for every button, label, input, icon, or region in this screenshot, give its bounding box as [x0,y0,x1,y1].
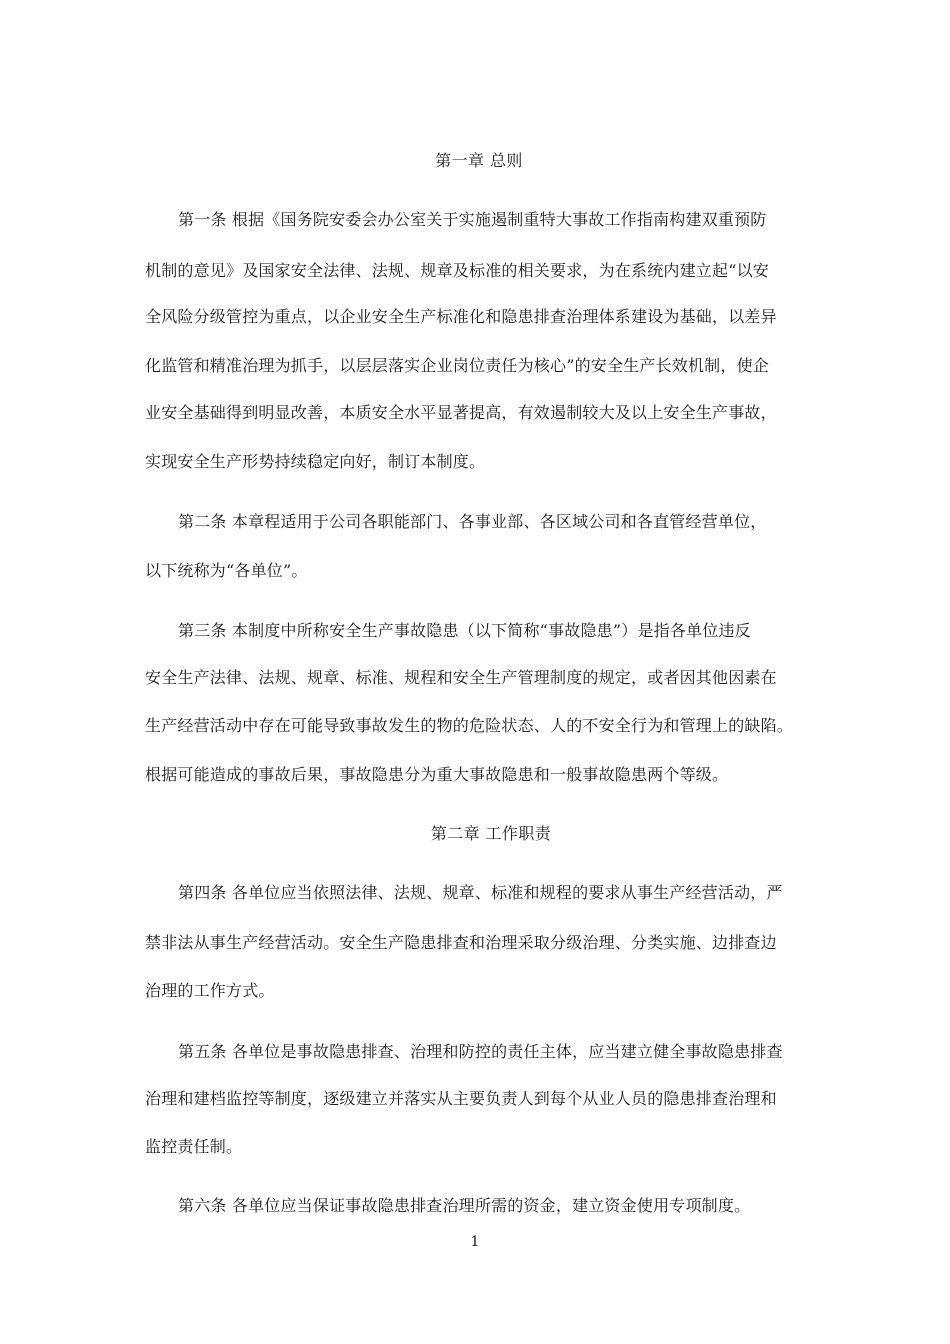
article-5-line-1: 第五条 各单位是事故隐患排查、治理和防控的责任主体，应当建立健全事故隐患排查 [178,1042,783,1061]
article-2-line-2: 以下统称为“各单位”。 [145,561,308,580]
article-1-line-5: 业安全基础得到明显改善，本质安全水平显著提高，有效遏制较大及以上安全生产事故， [145,403,777,422]
article-5-line-2: 治理和建档监控等制度，逐级建立并落实从主要负责人到每个从业人员的隐患排查治理和 [145,1089,777,1108]
article-1-line-3: 全风险分级管控为重点，以企业安全生产标准化和隐患排查治理体系建设为基础，以差异 [145,307,777,326]
article-1-line-1: 第一条 根据《国务院安委会办公室关于实施遏制重特大事故工作指南构建双重预防 [178,210,767,229]
article-3-line-4: 根据可能造成的事故后果，事故隐患分为重大事故隐患和一般事故隐患两个等级。 [145,765,729,784]
article-4-line-3: 治理的工作方式。 [145,981,275,1000]
page-number: 1 [470,1234,480,1250]
article-1-line-2: 机制的意见》及国家安全法律、法规、规章及标准的相关要求，为在系统内建立起“以安 [145,261,769,280]
article-5-line-3: 监控责任制。 [145,1137,243,1156]
article-3-line-2: 安全生产法律、法规、规章、标准、规程和安全生产管理制度的规定，或者因其他因素在 [145,668,777,687]
article-2-line-1: 第二条 本章程适用于公司各职能部门、各事业部、各区域公司和各直管经营单位， [178,512,767,531]
article-1-line-4: 化监管和精准治理为抓手，以层层落实企业岗位责任为核心”的安全生产长效机制，使企 [145,356,769,375]
article-1-line-6: 实现安全生产形势持续稳定向好，制订本制度。 [145,452,486,471]
article-6-line-1: 第六条 各单位应当保证事故隐患排查治理所需的资金，建立资金使用专项制度。 [178,1196,751,1215]
chapter-1-heading: 第一章 总则 [435,151,523,170]
article-4-line-2: 禁非法从事生产经营活动。安全生产隐患排查和治理采取分级治理、分类实施、边排查边 [145,933,777,952]
article-3-line-1: 第三条 本制度中所称安全生产事故隐患（以下简称“事故隐患”）是指各单位违反 [178,621,751,640]
article-4-line-1: 第四条 各单位应当依照法律、法规、规章、标准和规程的要求从事生产经营活动，严 [178,883,783,902]
article-3-line-3: 生产经营活动中存在可能导致事故发生的物的危险状态、人的不安全行为和管理上的缺陷。 [145,716,794,735]
chapter-2-heading: 第二章 工作职责 [430,824,552,843]
